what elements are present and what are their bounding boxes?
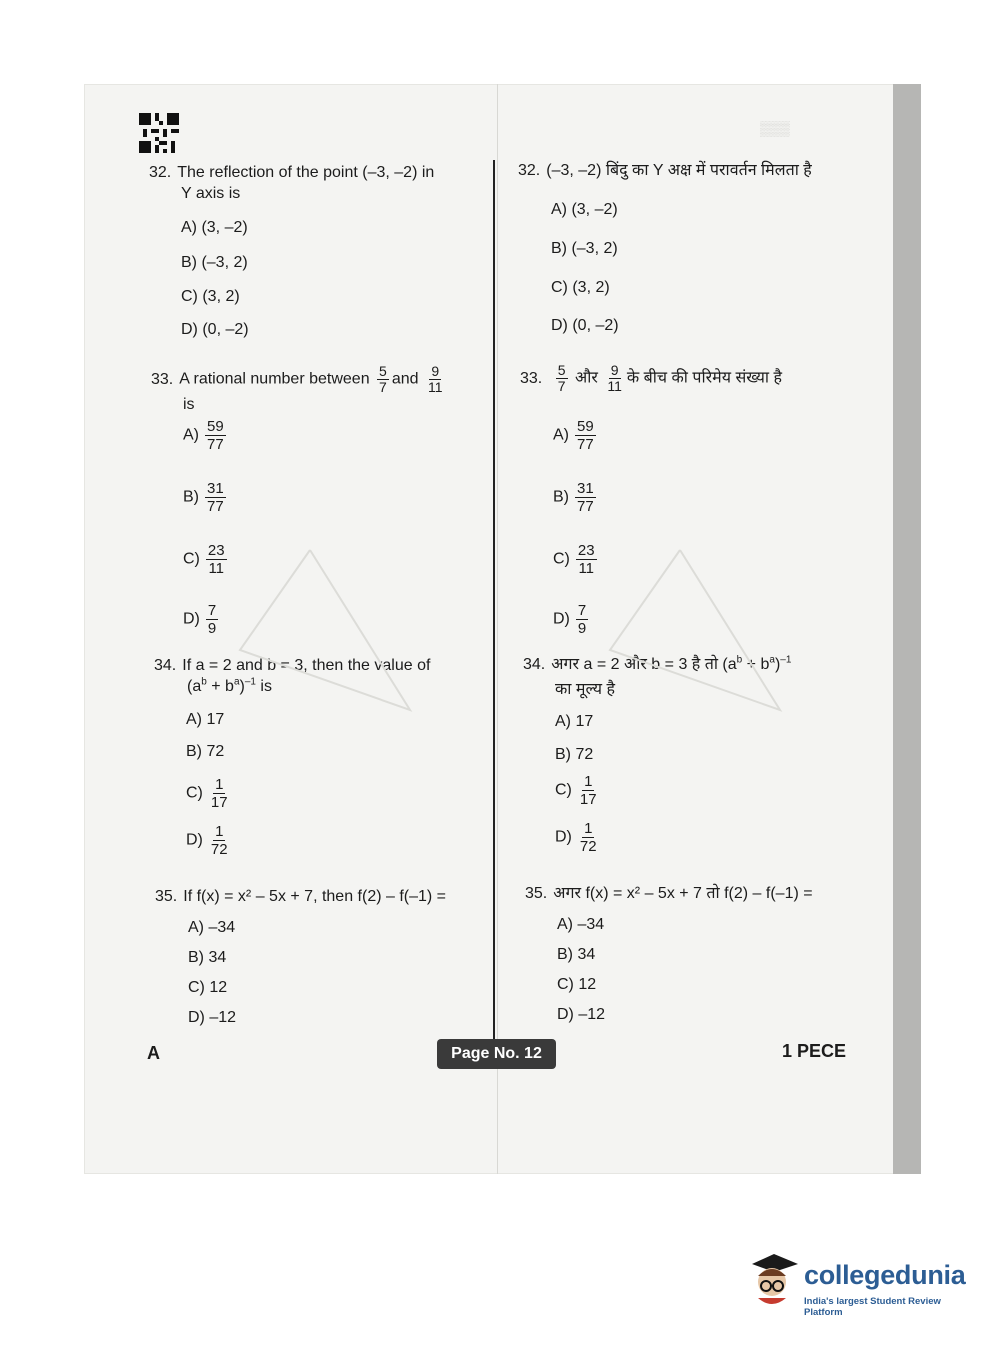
q35-option-c: C) 12 [188, 979, 228, 996]
q35-hindi-option-d: D) –12 [557, 1006, 606, 1023]
q33-hindi-option-d: D) $\frac{7}{9}$ [553, 602, 587, 637]
mascot-icon [744, 1250, 802, 1310]
q34-hindi-option-c: C) $\frac{1}{17}$ [555, 773, 597, 808]
q34-hindi-option-a: A) 17 [555, 713, 594, 730]
q32-hindi-option-d: D) (0, –2) [551, 317, 619, 334]
q34-option-c: C) $\frac{1}{17}$ [186, 776, 228, 811]
q32-hindi-option-b: B) (–3, 2) [551, 240, 618, 257]
q34-option-b: B) 72 [186, 743, 225, 760]
question-34: 34. If a = 2 and b = 3, then the value of [154, 657, 431, 674]
booklet-series: A [147, 1043, 160, 1063]
question-32-hindi: 32. (–3, –2) बिंदु का Y अक्ष में परावर्तन मिलता है [518, 162, 812, 179]
q35-hindi-option-b: B) 34 [557, 946, 596, 963]
q32-option-b: B) (–3, 2) [181, 254, 248, 271]
question-33-line2: is [183, 396, 195, 413]
bleed-through-text: ▒▒▒ [760, 120, 790, 136]
question-35-hindi: 35. अगर f(x) = x² – 5x + 7 तो f(2) – f(–1) = [525, 885, 813, 902]
page-fold [497, 84, 498, 1174]
q34-option-d: D) $\frac{1}{72}$ [186, 823, 228, 858]
collegedunia-logo [744, 1250, 974, 1316]
bleed-through-triangle [230, 540, 430, 720]
q32-hindi-option-a: A) (3, –2) [551, 201, 618, 218]
exam-code: 1 PECE [782, 1041, 847, 1061]
q33-option-a: A) $\frac{59}{77}$ [183, 418, 224, 453]
logo-wordmark: collegedunia [804, 1260, 966, 1290]
q34-hindi-option-d: D) $\frac{1}{72}$ [555, 820, 597, 855]
q35-hindi-option-a: A) –34 [557, 916, 605, 933]
q35-option-d: D) –12 [188, 1009, 237, 1026]
q32-option-a: A) (3, –2) [181, 219, 248, 236]
q35-hindi-option-c: C) 12 [557, 976, 597, 993]
q33-option-b: B) $\frac{31}{77}$ [183, 480, 224, 515]
column-divider [493, 160, 495, 1040]
qr-code-icon [139, 113, 179, 153]
question-34-hindi: 34. अगर a = 2 और b = 3 है तो $(a^b + b^a)^{-1}$ [523, 654, 792, 673]
bleed-through-triangle [600, 540, 800, 720]
question-34-line2: $(a^b + b^a)^{-1}$ is [187, 676, 272, 695]
question-32: 32. The reflection of the point (–3, –2) in [149, 164, 435, 181]
q32-option-c: C) (3, 2) [181, 288, 240, 305]
q33-option-c: C) $\frac{23}{11}$ [183, 542, 225, 577]
q35-option-a: A) –34 [188, 919, 236, 936]
logo-tagline: India's largest Student Review Platform [804, 1296, 941, 1318]
q33-hindi-option-b: B) $\frac{31}{77}$ [553, 480, 594, 515]
q34-hindi-option-b: B) 72 [555, 746, 594, 763]
question-35: 35. If f(x) = x² – 5x + 7, then f(2) – f(–1) = [155, 888, 447, 905]
q32-hindi-option-c: C) (3, 2) [551, 279, 610, 296]
q33-option-d: D) $\frac{7}{9}$ [183, 602, 217, 637]
question-33-hindi: 33. $\frac{5}{7}$ और $\frac{9}{11}$ के बीच की परिमेय संख्या है [520, 362, 782, 394]
scan-edge-shadow [893, 84, 921, 1174]
fraction-9-11: $\frac{9}{11}$ [428, 363, 443, 395]
page-number-badge: Page No. 12 [437, 1039, 556, 1069]
fraction-5-7: $\frac{5}{7}$ [379, 363, 387, 395]
q33-hindi-option-a: A) $\frac{59}{77}$ [553, 418, 594, 453]
q34-option-a: A) 17 [186, 711, 225, 728]
q32-option-d: D) (0, –2) [181, 321, 249, 338]
question-34-hindi-line2: का मूल्य है [555, 681, 615, 698]
question-32-line2: Y axis is [181, 185, 241, 202]
q33-hindi-option-c: C) $\frac{23}{11}$ [553, 542, 595, 577]
q35-option-b: B) 34 [188, 949, 227, 966]
question-33: 33. A rational number between $\frac{5}{7}$ and $\frac{9}{11}$ [151, 363, 443, 395]
